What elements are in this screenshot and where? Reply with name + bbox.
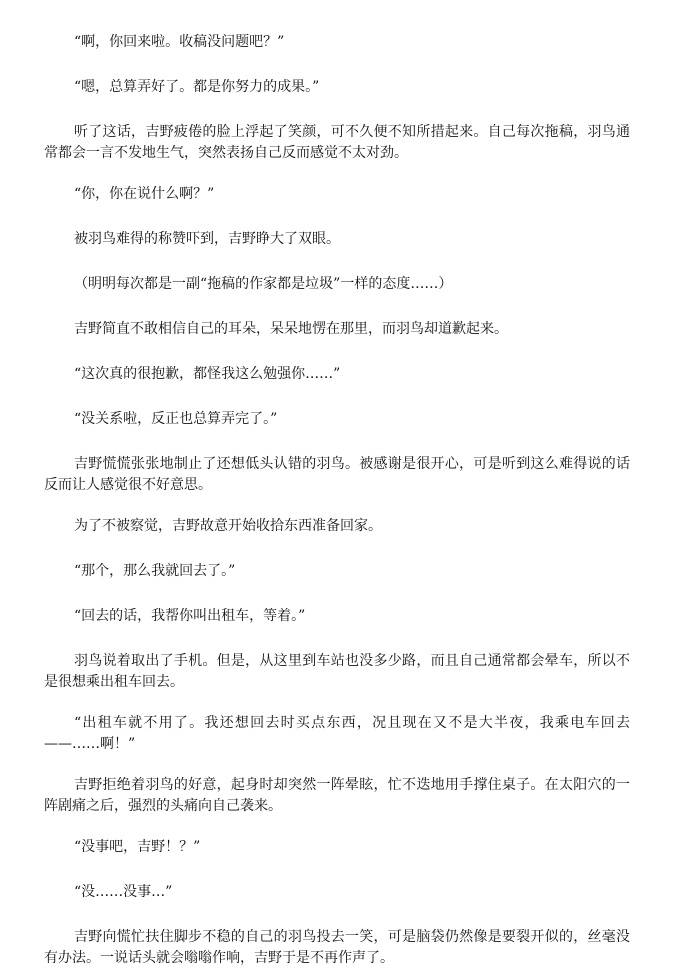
paragraph-dialogue: “你，你在说什么啊？” [74,186,215,202]
paragraph-narration: 吉野简直不敢相信自己的耳朵，呆呆地愣在那里，而羽鸟却道歉起来。 [74,321,508,337]
paragraph-dialogue: “那个，那么我就回去了。” [74,563,236,579]
paragraph-dialogue: “回去的话，我帮你叫出租车，等着。” [74,608,306,624]
paragraph-narration: 吉野向慌忙扶住脚步不稳的自己的羽鸟投去一笑，可是脑袋仍然像是要裂开似的，丝毫没有办法。一说话头就会嗡嗡作响，吉野于是不再作声了。 [44,929,630,966]
paragraph-narration: 为了不被察觉，吉野故意开始收拾东西准备回家。 [74,518,382,534]
paragraph-dialogue: “嗯，总算弄好了。都是你努力的成果。” [74,79,320,95]
paragraph-dialogue: “没关系啦，反正也总算弄完了。” [74,411,278,427]
paragraph-dialogue: “没……没事…” [74,884,173,900]
paragraph-dialogue: “啊，你回来啦。收稿没问题吧？” [74,34,285,50]
paragraph-dialogue: “这次真的很抱歉，都怪我这么勉强你……” [74,366,341,382]
paragraph-dialogue: “出租车就不用了。我还想回去时买点东西，况且现在又不是大半夜，我乘电车回去——……啊！” [44,715,630,752]
paragraph-narration: 吉野慌慌张张地制止了还想低头认错的羽鸟。被感谢是很开心，可是听到这么难得说的话反而让人感觉很不好意思。 [44,456,630,493]
paragraph-narration: 吉野拒绝着羽鸟的好意，起身时却突然一阵晕眩，忙不迭地用手撑住桌子。在太阳穴的一阵剧痛之后，强烈的头痛向自己袭来。 [44,777,630,814]
paragraph-narration: 听了这话，吉野疲倦的脸上浮起了笑颜，可不久便不知所措起来。自己每次拖稿，羽鸟通常都会一言不发地生气，突然表扬自己反而感觉不太对劲。 [44,124,630,161]
paragraph-dialogue: “没事吧，吉野！？” [74,839,201,855]
paragraph-narration: 被羽鸟难得的称赞吓到，吉野睁大了双眼。 [74,231,340,247]
paragraph-narration: 羽鸟说着取出了手机。但是，从这里到车站也没多少路，而且自己通常都会晕车，所以不是很想乘出租车回去。 [44,653,630,690]
paragraph-inner-thought: （明明每次都是一副“拖稿的作家都是垃圾”一样的态度……） [74,276,453,292]
